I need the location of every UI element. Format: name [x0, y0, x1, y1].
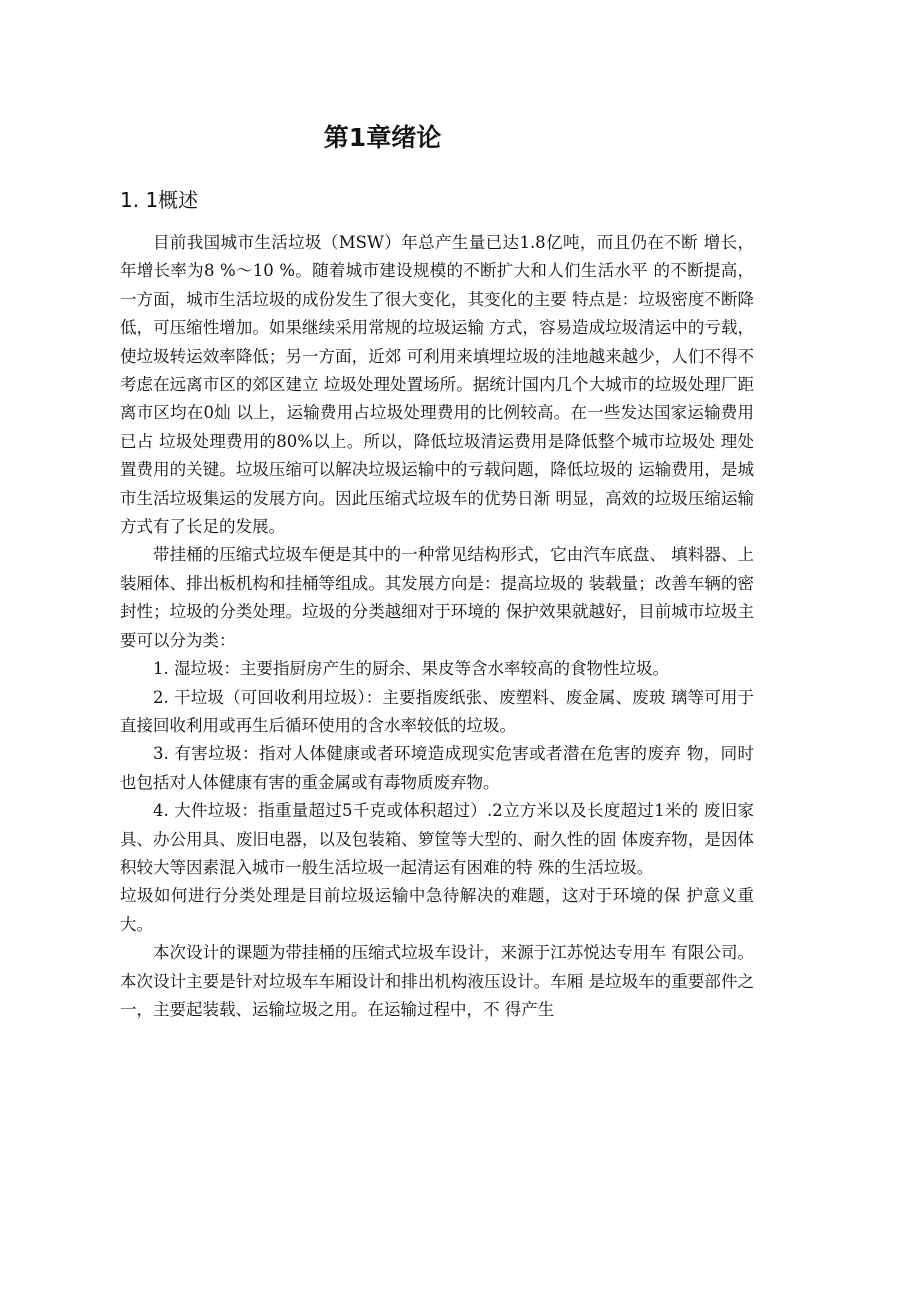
body-text — [120, 229, 754, 1024]
paragraph-design-topic: 本次设计的课题为带挂桶的压缩式垃圾车设计，来源于江苏悦达专用车 有限公司。本次设计主要是针对垃圾车车厢设计和排出机构液压设计。车厢 是垃圾车的重要部件之一，主要起装载、运输垃圾之用。在运输过程中，不 得产生 — [120, 943, 754, 1019]
paragraph-structure: 带挂桶的压缩式垃圾车便是其中的一种常见结构形式，它由汽车底盘、 填料器、上装厢体、排出板机构和挂桶等组成。其发展方向是：提高垃圾的 装载量；改善车辆的密封性；垃圾的分类处理。垃圾的分类越细对于环境的 保护效果就越好，目前城市垃圾主要可以分为类： — [120, 545, 754, 650]
paragraph-classification-problem: 垃圾如何进行分类处理是目前垃圾运输中急待解决的难题，这对于环境的保 护意义重大。 — [120, 886, 754, 934]
list-item-dry-waste: 2. 干垃圾（可回收利用垃圾）：主要指废纸张、废塑料、废金属、废玻 璃等可用于直接回收利用或再生后循环使用的含水率较低的垃圾。 — [120, 687, 754, 735]
paragraph-overview: 目前我国城市生活垃圾（MSW）年总产生量已达1.8亿吨，而且仍在不断 增长，年增长率为8 %～10 %。随着城市建设规模的不断扩大和人们生活水平 的不断提高，一方面，城市生活垃圾的成份发生了很大变化，其变化的主要 特点是：垃圾密度不断降低，可压缩性增加。如果继续采用常规的垃圾运输 方式，容易造成垃圾清运中的亏载，使垃圾转运效率降低；另一方面，近郊 可利用来填埋垃圾的洼地越来越少，人们不得不考虑在远离市区的郊区建立 垃圾处理处置场所。据统计国内几个大城市的垃圾处理厂距离市区均在0灿 以上，运输费用占垃圾处理费用的比例较高。在一些发达国家运输费用已占 垃圾处理费用的80%以上。所以，降低垃圾清运费用是降低整个城市垃圾处 理处置费用的关键。垃圾压缩可以解决垃圾运输中的亏载问题，降低垃圾的 运输费用，是城市生活垃圾集运的发展方向。因此压缩式垃圾车的优势日渐 明显，高效的垃圾压缩运输方式有了长足的发展。 — [120, 233, 754, 537]
section-title: 1. 1概述 — [120, 188, 199, 212]
list-item-bulky-waste: 4. 大件垃圾：指重量超过5千克或体积超过）.2立方米以及长度超过1米的 废旧家具、办公用具、废旧电器，以及包装箱、箩筐等大型的、耐久性的固 体废弃物，是因体积较大等因素混入城市一般生活垃圾一起清运有困难的特 殊的生活垃圾。 — [120, 801, 754, 877]
chapter-title: 第1章绪论 — [323, 123, 442, 152]
list-item-wet-waste: 1. 湿垃圾：主要指厨房产生的厨余、果皮等含水率较高的食物性垃圾。 — [153, 659, 669, 679]
list-item-hazardous-waste: 3. 有害垃圾：指对人体健康或者环境造成现实危害或者潜在危害的废弃 物，同时也包括对人体健康有害的重金属或有毒物质废弃物。 — [120, 744, 754, 792]
